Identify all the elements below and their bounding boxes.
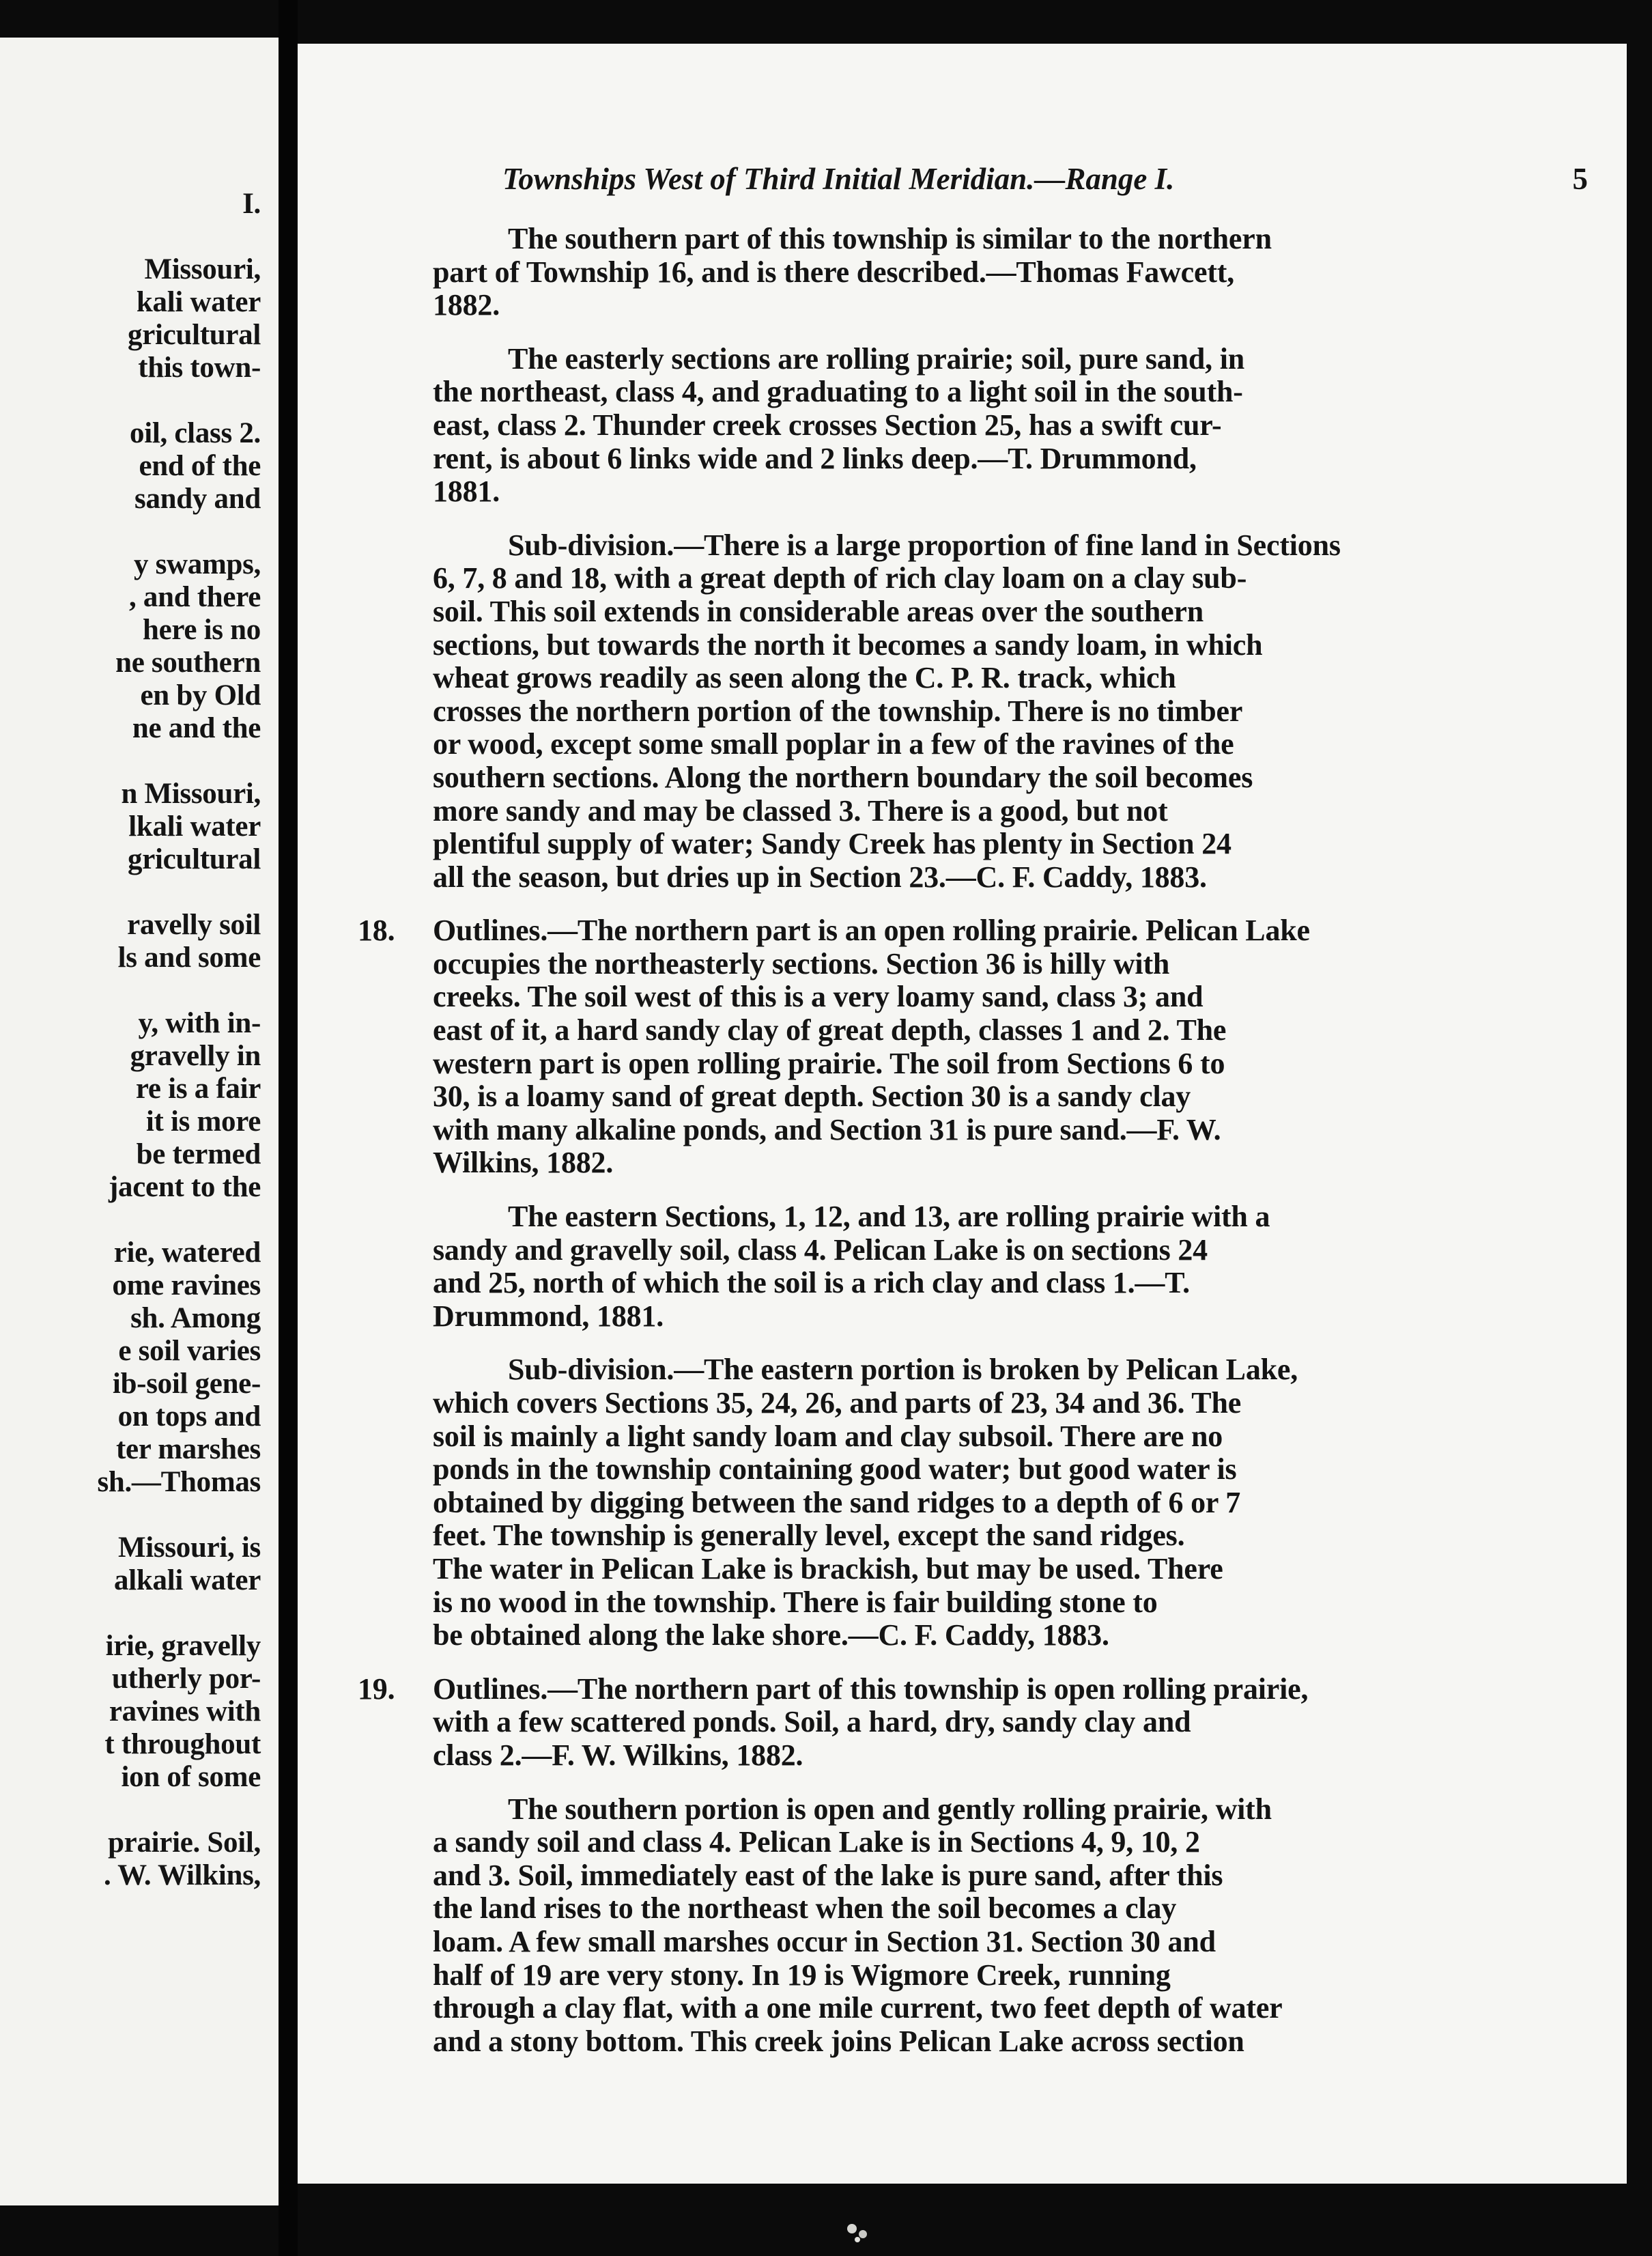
main-page [298, 44, 1627, 2184]
text-line: Outlines.—The northern part of this township is open rolling prairie, [433, 1672, 1309, 1706]
text-line: crosses the northern portion of the township. There is no timber [433, 694, 1243, 728]
text-line: western part is open rolling prairie. The soil from Sections 6 to [433, 1046, 1225, 1080]
left-page-line: , and there [129, 581, 261, 613]
spacer [97, 384, 261, 417]
text-line: more sandy and may be classed 3. There is a good, but not [433, 793, 1168, 828]
left-page-line: sh. Among [130, 1302, 261, 1334]
text-line: or wood, except some small poplar in a few of the ravines of the [433, 727, 1234, 761]
section-19-line [358, 1672, 1627, 1706]
left-page-line: ter marshes [115, 1433, 261, 1465]
book-gutter [279, 0, 298, 2256]
text-line: all the season, but dries up in Section 23.—C. F. Caddy, 1883. [433, 860, 1207, 894]
text-line: creeks. The soil west of this is a very loamy sand, class 3; and [433, 980, 1204, 1014]
text-line: and 3. Soil, immediately east of the lake is pure sand, after this [433, 1858, 1223, 1892]
left-page-text [97, 188, 261, 1892]
text-line: wheat grows readily as seen along the C. P. R. track, which [433, 661, 1176, 695]
left-page-line: on tops and [117, 1400, 261, 1433]
left-page-line: this town- [138, 352, 261, 384]
text-line: The water in Pelican Lake is brackish, but may be used. There [433, 1551, 1223, 1585]
left-facing-page [0, 38, 279, 2205]
text-line: half of 19 are very stony. In 19 is Wigmore Creek, running [433, 1958, 1171, 1992]
spacer [433, 1652, 1627, 1673]
text-line: part of Township 16, and is there described.—Thomas Fawcett, [433, 255, 1235, 289]
left-page-line: ne southern [115, 647, 261, 679]
text-line: east, class 2. Thunder creek crosses Section 25, has a swift cur- [433, 408, 1222, 442]
text-line: Outlines.—The northern part is an open rolling prairie. Pelican Lake [433, 914, 1310, 948]
left-page-line: ne and the [132, 712, 261, 744]
text-line: rent, is about 6 links wide and 2 links deep.—T. Drummond, [433, 441, 1197, 475]
left-page-line: y swamps, [133, 548, 261, 580]
text-line: Drummond, 1881. [433, 1299, 664, 1333]
left-page-line: en by Old [140, 679, 261, 711]
spacer [433, 509, 1627, 529]
left-page-line: sh.—Thomas [97, 1466, 261, 1498]
spacer [433, 894, 1627, 914]
text-line: sandy and gravelly soil, class 4. Pelican Lake is on sections 24 [433, 1232, 1208, 1267]
left-page-line: jacent to the [109, 1171, 261, 1203]
left-page-line: ravines with [109, 1695, 261, 1728]
text-line: through a clay flat, with a one mile current, two feet depth of water [433, 1991, 1283, 2025]
text-line: loam. A few small marshes occur in Section 31. Section 30 and [433, 1924, 1216, 1958]
section-number-19: 19. [358, 1672, 395, 1706]
left-page-line: prairie. Soil, [108, 1827, 261, 1859]
text-line: feet. The township is generally level, except the sand ridges. [433, 1519, 1185, 1553]
text-line: The southern part of this township is similar to the northern [508, 222, 1272, 255]
text-line: The southern portion is open and gently rolling prairie, with [508, 1792, 1272, 1826]
page-number: 5 [1572, 162, 1588, 196]
left-page-line: gravelly in [130, 1040, 261, 1072]
text-line: a sandy soil and class 4. Pelican Lake is in Sections 4, 9, 10, 2 [433, 1825, 1200, 1859]
left-page-line: be termed [136, 1138, 261, 1170]
left-page-line: ome ravines [112, 1269, 261, 1301]
spacer [97, 221, 261, 253]
text-line: Sub-division.—The eastern portion is broken by Pelican Lake, [508, 1353, 1298, 1387]
spacer [97, 1499, 261, 1532]
left-page-line: e soil varies [118, 1335, 261, 1367]
text-line: Wilkins, 1882. [433, 1146, 614, 1180]
left-page-line: lkali water [128, 810, 261, 843]
text-line: the northeast, class 4, and graduating to a light soil in the south- [433, 375, 1243, 409]
section-18-line [358, 914, 1627, 948]
left-page-line: rie, watered [113, 1237, 261, 1269]
text-line: be obtained along the lake shore.—C. F. Caddy, 1883. [433, 1618, 1109, 1652]
left-page-line: gricultural [128, 319, 261, 351]
text-line: 6, 7, 8 and 18, with a great depth of rich clay loam on a clay sub- [433, 561, 1247, 595]
text-line: and 25, north of which the soil is a rich clay and class 1.—T. [433, 1266, 1190, 1300]
spacer [97, 516, 261, 548]
text-line: occupies the northeasterly sections. Section 36 is hilly with [433, 946, 1170, 981]
text-line: The easterly sections are rolling prairie; soil, pure sand, in [508, 341, 1245, 376]
spacer [433, 1180, 1627, 1200]
left-page-line: n Missouri, [121, 778, 261, 810]
spacer [97, 876, 261, 909]
left-page-line: t throughout [104, 1728, 261, 1760]
left-page-line: ravelly soil [127, 909, 261, 941]
text-line: ponds in the township containing good water; but good water is [433, 1452, 1237, 1486]
text-line: Sub-division.—There is a large proportion of fine land in Sections [508, 528, 1341, 562]
left-page-line: ion of some [121, 1761, 261, 1793]
spacer [97, 1597, 261, 1630]
spacer [433, 322, 1627, 343]
text-line: plentiful supply of water; Sandy Creek has plenty in Section 24 [433, 827, 1231, 861]
running-head [502, 161, 1588, 202]
text-line: with many alkaline ponds, and Section 31 is pure sand.—F. W. [433, 1112, 1221, 1146]
left-page-line: irie, gravelly [105, 1630, 261, 1662]
spacer [97, 974, 261, 1007]
left-page-line: sandy and [134, 483, 261, 515]
text-line: The eastern Sections, 1, 12, and 13, are rolling prairie with a [508, 1200, 1270, 1234]
left-page-line: gricultural [128, 843, 261, 875]
left-page-line: utherly por- [111, 1663, 261, 1695]
text-line: 1881. [433, 475, 500, 509]
text-line: class 2.—F. W. Wilkins, 1882. [433, 1738, 803, 1772]
text-line: is no wood in the township. There is fair building stone to [433, 1585, 1158, 1619]
text-line: and a stony bottom. This creek joins Pelican Lake across section [433, 2024, 1244, 2058]
spacer [433, 1773, 1627, 1793]
left-page-line: ib-soil gene- [112, 1368, 261, 1400]
text-line: the land rises to the northeast when the soil becomes a clay [433, 1891, 1177, 1926]
spacer [97, 1204, 261, 1237]
left-page-line: end of the [139, 450, 261, 482]
running-title: Townships West of Third Initial Meridian.—Range I. [502, 162, 1175, 196]
text-line: obtained by digging between the sand ridges to a depth of 6 or 7 [433, 1485, 1241, 1519]
text-line: soil is mainly a light sandy loam and clay subsoil. There are no [433, 1419, 1223, 1453]
left-page-line: . W. Wilkins, [104, 1859, 261, 1891]
text-line: southern sections. Along the northern boundary the soil becomes [433, 760, 1253, 794]
left-page-line: Missouri, [144, 253, 261, 285]
text-line: soil. This soil extends in considerable areas over the southern [433, 594, 1204, 628]
left-page-line: here is no [143, 614, 261, 646]
page-body [358, 222, 1627, 2058]
left-page-line: oil, class 2. [130, 417, 261, 449]
left-page-line: re is a fair [135, 1073, 261, 1105]
text-line: 30, is a loamy sand of great depth. Section 30 is a sandy clay [433, 1080, 1191, 1114]
text-line: with a few scattered ponds. Soil, a hard, dry, sandy clay and [433, 1705, 1191, 1739]
text-line: 1882. [433, 288, 500, 322]
scan-speck-mark [840, 2219, 881, 2246]
left-page-line: alkali water [114, 1564, 261, 1596]
left-page-line: kali water [136, 286, 261, 318]
spacer [97, 1794, 261, 1827]
text-line: east of it, a hard sandy clay of great depth, classes 1 and 2. The [433, 1013, 1227, 1047]
spacer [433, 1333, 1627, 1353]
left-page-line: y, with in- [138, 1007, 261, 1039]
left-page-line: I. [242, 188, 261, 220]
section-number-18: 18. [358, 914, 395, 948]
left-page-line: ls and some [117, 942, 261, 974]
left-page-line: Missouri, is [117, 1532, 261, 1564]
left-page-line: it is more [145, 1105, 261, 1138]
text-line: which covers Sections 35, 24, 26, and parts of 23, 34 and 36. The [433, 1386, 1242, 1420]
text-line: sections, but towards the north it becomes a sandy loam, in which [433, 628, 1263, 662]
spacer [97, 745, 261, 778]
